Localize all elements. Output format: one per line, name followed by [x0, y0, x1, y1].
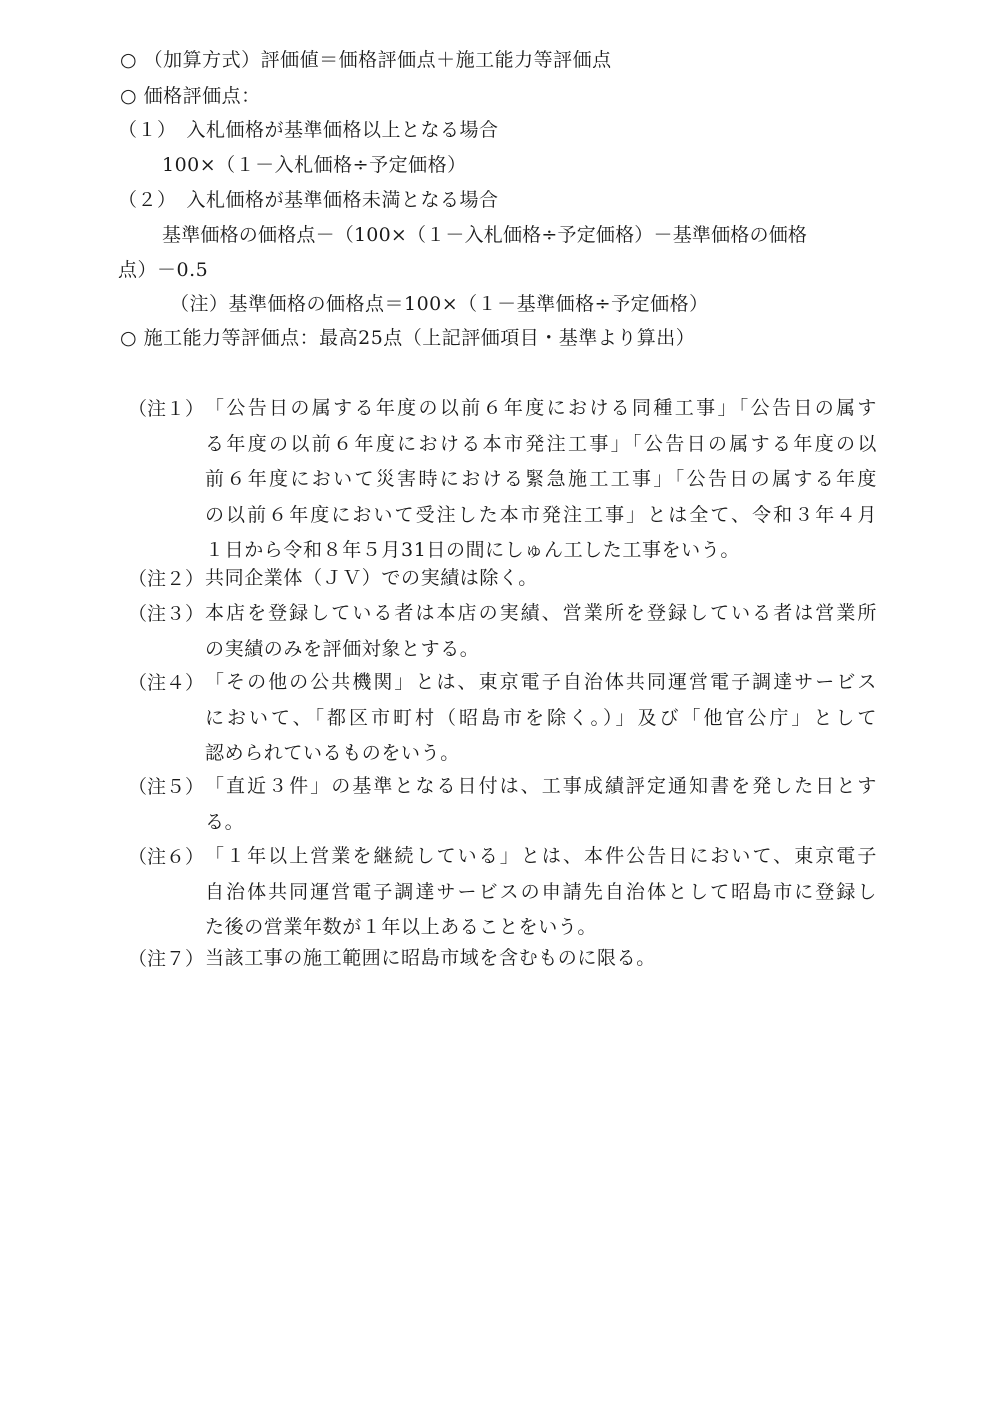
case1-label: （１） 入札価格が基準価格以上となる場合 — [118, 119, 499, 141]
note-label: （注７） — [128, 948, 205, 970]
note-body — [205, 769, 877, 840]
note-line: 「直近３件」の基準となる日付は、工事成績評定通知書を発した日とす — [205, 775, 877, 797]
note-line: １日から令和８年５月31日の間にしゅん工した工事をいう。 — [205, 539, 740, 561]
case1-formula: 100×（１－入札価格÷予定価格） — [162, 154, 467, 176]
note-label: （注６） — [128, 846, 205, 868]
note-body — [205, 941, 877, 977]
note-line: る。 — [205, 810, 245, 833]
note-body — [205, 839, 877, 946]
note-line: の以前６年度において受注した本市発注工事」とは全て、令和３年４月 — [205, 503, 877, 526]
price-score-heading: ○ 価格評価点： — [120, 85, 261, 107]
note-line: る年度の以前６年度における本市発注工事」「公告日の属する年度の以 — [205, 432, 877, 455]
note-body — [205, 561, 877, 597]
note-label: （注１） — [128, 398, 205, 420]
note-label: （注４） — [128, 672, 205, 694]
note-line: の実績のみを評価対象とする。 — [205, 637, 480, 660]
note-line: た後の営業年数が１年以上あることをいう。 — [205, 916, 598, 938]
note-line: 共同企業体（ＪＶ）での実績は除く。 — [205, 567, 538, 589]
case2-label: （２） 入札価格が基準価格未満となる場合 — [118, 189, 499, 211]
note-body — [205, 596, 877, 667]
note-line: 「公告日の属する年度の以前６年度における同種工事」「公告日の属す — [205, 397, 877, 419]
case2-formula-line1: 基準価格の価格点－（100×（１－入札価格÷予定価格）－基準価格の価格 — [162, 224, 808, 246]
note-body — [205, 665, 877, 772]
note-line: 前６年度において災害時における緊急施工工事」「公告日の属する年度 — [205, 468, 877, 490]
note-line: 「その他の公共機関」とは、東京電子自治体共同運営電子調達サービス — [205, 671, 877, 693]
note-label: （注２） — [128, 568, 205, 590]
note-label: （注５） — [128, 776, 205, 798]
note-line: において、「都区市町村（昭島市を除く。）」及び「他官公庁」として — [205, 706, 877, 729]
note-body — [205, 391, 877, 569]
note-line: 「１年以上営業を継続している」とは、本件公告日において、東京電子 — [205, 845, 877, 867]
case2-formula-line2: 点）－0.5 — [118, 259, 209, 281]
note-line: 認められているものをいう。 — [205, 742, 460, 764]
base-price-score-note: （注）基準価格の価格点＝100×（１－基準価格÷予定価格） — [170, 293, 709, 315]
note-line: 当該工事の施工範囲に昭島市域を含むものに限る。 — [205, 947, 656, 969]
note-line: 自治体共同運営電子調達サービスの申請先自治体として昭島市に登録し — [205, 880, 877, 903]
note-line: 本店を登録している者は本店の実績、営業所を登録している者は営業所 — [205, 602, 877, 624]
evaluation-method-line: ○ （加算方式）評価値＝価格評価点＋施工能力等評価点 — [120, 49, 612, 71]
construction-ability-score-line: ○ 施工能力等評価点：最高25点（上記評価項目・基準より算出） — [120, 327, 696, 349]
note-label: （注３） — [128, 603, 205, 625]
